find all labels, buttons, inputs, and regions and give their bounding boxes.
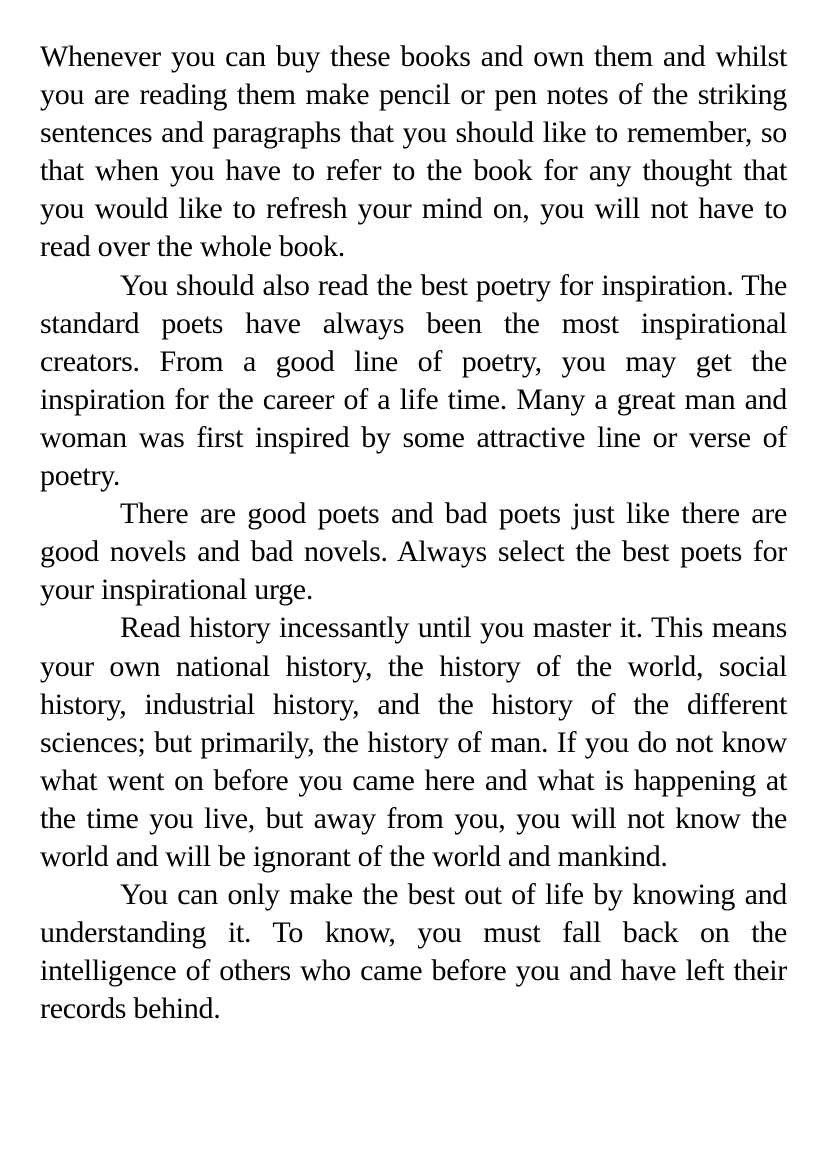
document-page [40, 38, 787, 1028]
paragraph-5: You can only make the best out of life by knowing and understanding it. To know, you must fall back on the intelligence of others who came before you and have left their records behind. [40, 878, 787, 1026]
paragraph-2: You should also read the best poetry for inspiration. The standard poets have always been the most inspirational creators. From a good line of poetry, you may get the inspiration for the career of a life time. Many a great man and woman was first inspired by some attractive line or verse of poetry. [40, 268, 787, 493]
paragraph-3: There are good poets and bad poets just like there are good novels and bad novels. Always select the best poets for your inspirational urge. [40, 497, 787, 607]
paragraph-1: Whenever you can buy these books and own them and whilst you are reading them make pencil or pen notes of the striking sentences and paragraphs that you should like to remember, so that when you have to refer to the book for any thought that you would like to refresh your mind on, you will not have to read over the whole book. [40, 40, 787, 264]
paragraph-4: Read history incessantly until you master it. This means your own national history, the history of the world, social history, industrial history, and the history of the different sciences; but primarily, the history of man. If you do not know what went on before you came here and what is happening at the time you live, but away from you, you will not know the world and will be ignorant of the world and mankind. [40, 611, 787, 873]
